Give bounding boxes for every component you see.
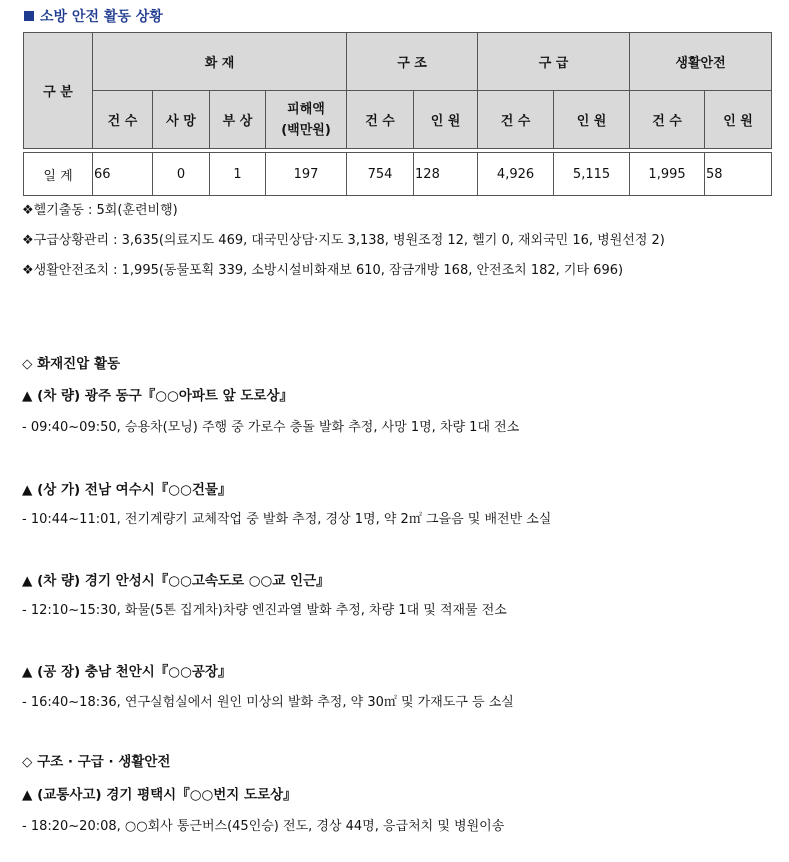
header-life-safety: 생활안전 (630, 33, 772, 91)
table-cell: 5,115 (554, 153, 630, 196)
rescue-incident-title: ▲ (교통사고) 경기 평택시『○○번지 도로상』 (22, 787, 297, 803)
note-life-safety: ❖생활안전조치 : 1,995(동물포획 339, 소방시설비화재보 610, 잠금개방 168, 안전조치 182, 기타 696) (22, 263, 624, 278)
subheader: 건 수 (93, 91, 153, 149)
subheader: 인 원 (705, 91, 772, 149)
section-title-text: 소방 안전 활동 상황 (40, 9, 163, 25)
square-bullet-icon (24, 11, 34, 21)
fire-incident-title: ▲ (차 량) 경기 안성시『○○고속도로 ○○교 인근』 (22, 573, 330, 589)
fire-incident-desc: - 09:40~09:50, 승용차(모닝) 주행 중 가로수 충돌 발화 추정, 사망 1명, 차량 1대 전소 (22, 420, 520, 435)
table-cell: 58 (705, 153, 772, 196)
fire-incident-desc: - 12:10~15:30, 화물(5톤 집게차)차량 엔진과열 발화 추정, 차량 1대 및 적재물 전소 (22, 603, 507, 618)
row-label: 일 계 (24, 153, 93, 196)
note-ems-management: ❖구급상황관리 : 3,635(의료지도 469, 대국민상담·지도 3,138, 병원조정 12, 헬기 0, 재외국민 16, 병원선정 2) (22, 233, 665, 248)
header-fire: 화 재 (93, 33, 347, 91)
subheader: 건 수 (478, 91, 554, 149)
subheader: 피해액 (백만원) (266, 91, 347, 149)
section-fire-suppression: ◇ 화재진압 활동 (22, 356, 121, 372)
table-row (24, 153, 772, 196)
section-title (24, 6, 163, 26)
table-cell: 0 (153, 153, 210, 196)
header-ems: 구 급 (478, 33, 630, 91)
table-cell: 754 (347, 153, 414, 196)
subheader: 건 수 (630, 91, 705, 149)
statistics-table (23, 32, 772, 196)
section-rescue-ems: ◇ 구조 · 구급 · 생활안전 (22, 754, 171, 770)
fire-incident-desc: - 16:40~18:36, 연구실험실에서 원인 미상의 발화 추정, 약 30㎡ 및 가재도구 등 소실 (22, 695, 514, 710)
fire-incident-desc: - 10:44~11:01, 전기계량기 교체작업 중 발화 추정, 경상 1명, 약 2㎡ 그을음 및 배전반 소실 (22, 512, 552, 527)
table-cell: 197 (266, 153, 347, 196)
table-cell: 66 (93, 153, 153, 196)
fire-incident-title: ▲ (차 량) 광주 동구『○○아파트 앞 도로상』 (22, 388, 294, 404)
table-cell: 4,926 (478, 153, 554, 196)
note-helicopter: ❖헬기출동 : 5회(훈련비행) (22, 203, 178, 218)
subheader: 건 수 (347, 91, 414, 149)
rescue-incident-desc: - 18:20~20:08, ○○회사 통근버스(45인승) 전도, 경상 44명, 응급처치 및 병원이송 (22, 819, 505, 834)
table-cell: 128 (414, 153, 478, 196)
subheader: 부 상 (210, 91, 266, 149)
fire-incident-title: ▲ (공 장) 충남 천안시『○○공장』 (22, 664, 232, 680)
header-rescue: 구 조 (347, 33, 478, 91)
subheader: 인 원 (554, 91, 630, 149)
fire-incident-title: ▲ (상 가) 전남 여수시『○○건물』 (22, 482, 232, 498)
header-category: 구 분 (24, 33, 93, 149)
table-cell: 1,995 (630, 153, 705, 196)
table-cell: 1 (210, 153, 266, 196)
subheader: 인 원 (414, 91, 478, 149)
subheader: 사 망 (153, 91, 210, 149)
notes (22, 200, 782, 286)
